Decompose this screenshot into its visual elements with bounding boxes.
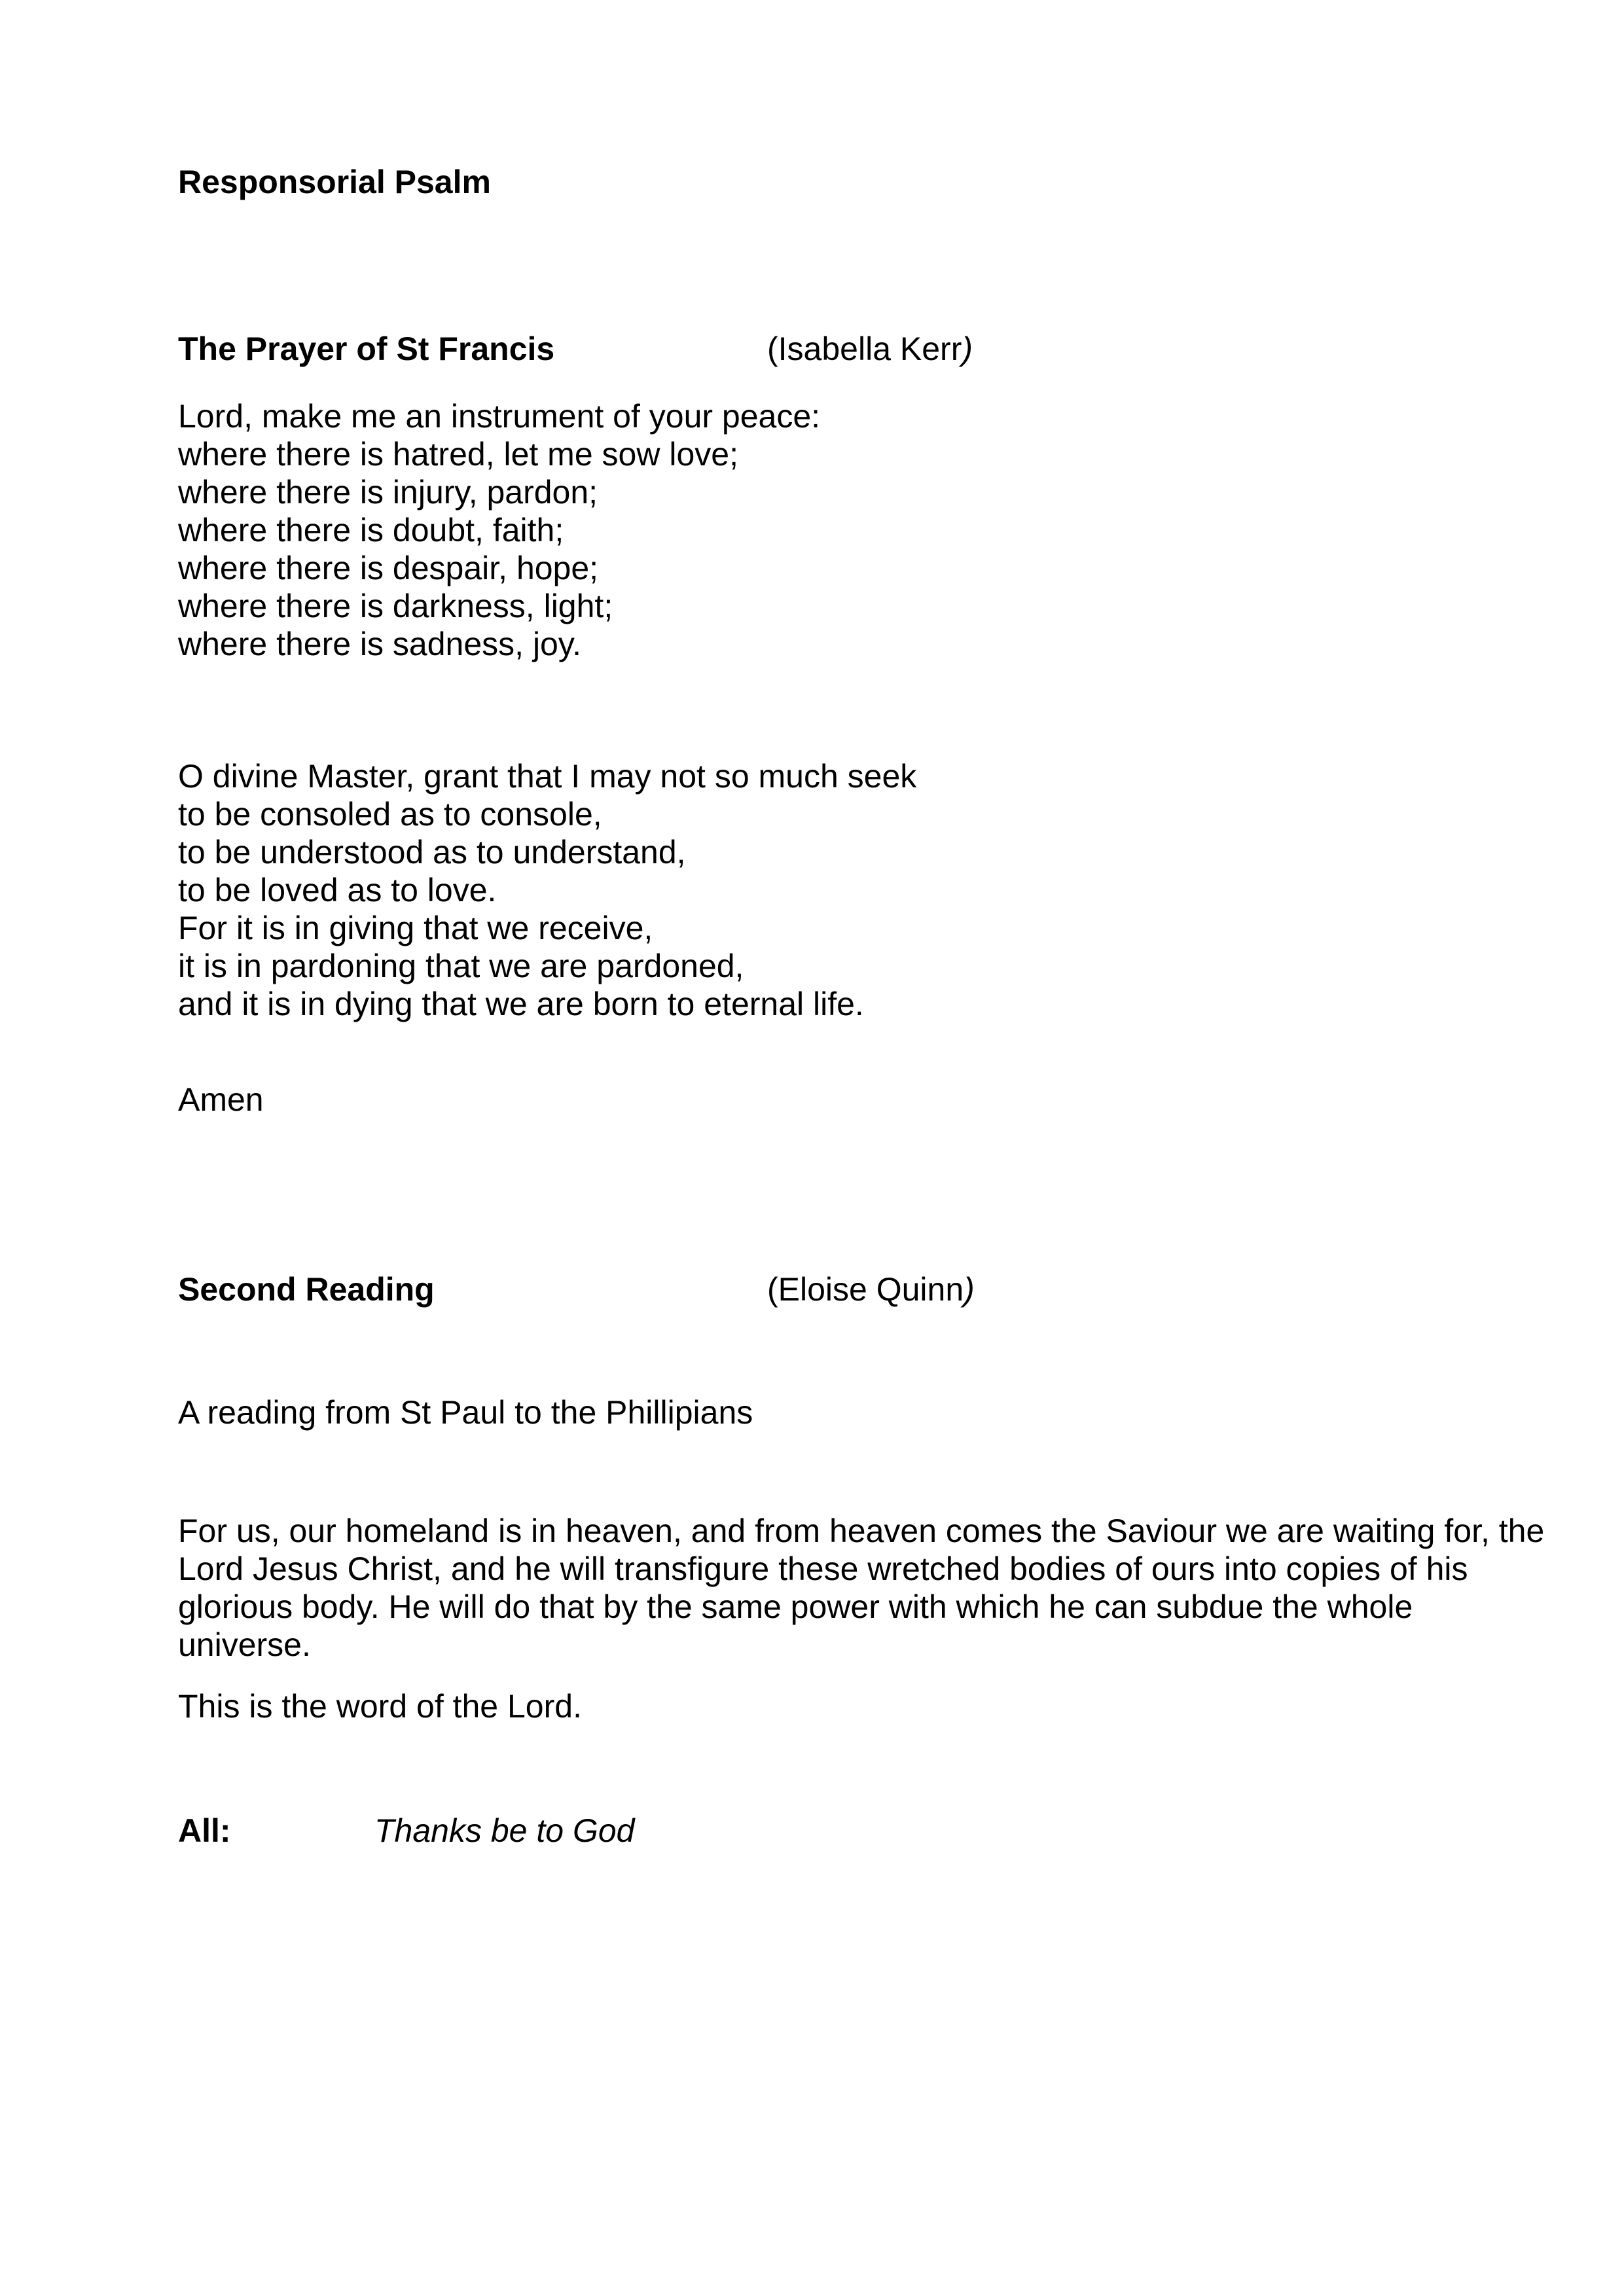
reading-line: Lord Jesus Christ, and he will transfigure these wretched bodies of ours into copies of his [178, 1551, 1468, 1587]
reading-line: universe. [178, 1626, 311, 1663]
prayer-line: and it is in dying that we are born to eternal life. [178, 986, 864, 1022]
reading-line: For us, our homeland is in heaven, and from heaven comes the Saviour we are waiting for, the [178, 1513, 1545, 1549]
prayer-stanza-1 [178, 397, 820, 663]
prayer-line: where there is hatred, let me sow love; [178, 436, 738, 473]
prayer-amen: Amen [178, 1081, 264, 1118]
prayer-line: it is in pardoning that we are pardoned, [178, 948, 744, 984]
prayer-line: where there is injury, pardon; [178, 474, 598, 511]
second-reading-reader-credit [767, 1270, 975, 1308]
second-reading-reader-close-paren: ) [964, 1271, 975, 1308]
second-reading-closing: This is the word of the Lord. [178, 1688, 582, 1725]
second-reading-reader-open-paren: ( [767, 1271, 778, 1308]
second-reading-reader-name: Eloise Quinn [778, 1271, 964, 1308]
reading-line: glorious body. He will do that by the same power with which he can subdue the whole [178, 1588, 1413, 1625]
second-reading-text [178, 1512, 1544, 1664]
prayer-reader-credit [767, 330, 973, 368]
prayer-line: where there is sadness, joy. [178, 626, 582, 662]
prayer-stanza-2 [178, 757, 916, 1023]
prayer-line: Lord, make me an instrument of your peace: [178, 398, 821, 435]
prayer-line: where there is darkness, light; [178, 588, 613, 624]
prayer-line: O divine Master, grant that I may not so much seek [178, 758, 917, 795]
responsorial-psalm-heading: Responsorial Psalm [178, 164, 491, 200]
prayer-reader-name: Isabella Kerr [778, 331, 962, 367]
second-reading-title: Second Reading [178, 1271, 435, 1308]
prayer-line: to be consoled as to console, [178, 796, 602, 833]
prayer-reader-close-paren: ) [962, 331, 973, 367]
prayer-reader-open-paren: ( [767, 331, 778, 367]
prayer-line: to be loved as to love. [178, 872, 497, 908]
prayer-line: For it is in giving that we receive, [178, 910, 653, 946]
prayer-title: The Prayer of St Francis [178, 331, 555, 367]
prayer-line: where there is doubt, faith; [178, 512, 564, 548]
all-response: Thanks be to God [374, 1812, 635, 1849]
prayer-line: where there is despair, hope; [178, 550, 599, 586]
all-label: All: [178, 1812, 231, 1849]
second-reading-intro: A reading from St Paul to the Phillipians [178, 1394, 753, 1431]
prayer-line: to be understood as to understand, [178, 834, 686, 870]
